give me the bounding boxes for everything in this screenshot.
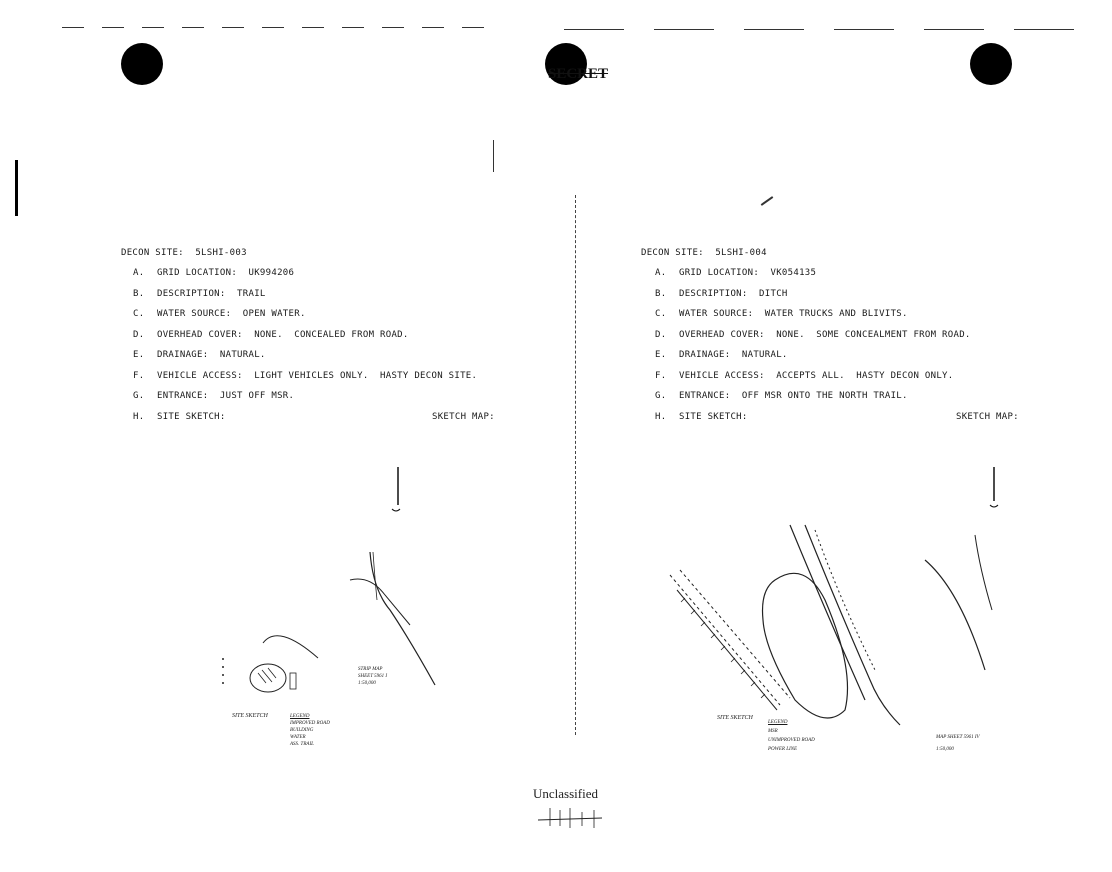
field-letter: G. xyxy=(133,391,145,401)
sketch-map-label: SKETCH MAP: xyxy=(956,412,1019,422)
scan-margin-bar xyxy=(15,160,18,216)
field-text: SITE SKETCH: xyxy=(157,412,226,422)
scan-mark xyxy=(493,140,494,172)
left-site-sketch xyxy=(218,618,358,758)
field-text: ENTRANCE: OFF MSR ONTO THE NORTH TRAIL. xyxy=(679,391,908,401)
north-arrow-icon xyxy=(984,465,1004,515)
scan-line-top-left xyxy=(62,27,502,28)
field-letter: B. xyxy=(655,289,667,299)
field-text: VEHICLE ACCESS: ACCEPTS ALL. HASTY DECON ONLY. xyxy=(679,371,954,381)
map-sheet-title: MAP SHEET 5961 IV xyxy=(936,735,980,740)
field-letter: D. xyxy=(655,330,667,340)
legend-item: BUILDING xyxy=(290,728,314,733)
field-text: WATER SOURCE: OPEN WATER. xyxy=(157,309,306,319)
scan-mark xyxy=(761,196,774,206)
site-sketch-caption-text: SITE SKETCH xyxy=(717,715,753,721)
field-text: OVERHEAD COVER: NONE. SOME CONCEALMENT FROM ROAD. xyxy=(679,330,971,340)
punch-hole-left xyxy=(121,43,163,85)
footer-scribble xyxy=(536,806,606,830)
field-letter: D. xyxy=(133,330,145,340)
legend-item: ASS. TRAIL xyxy=(290,742,314,747)
site-sketch-caption xyxy=(717,715,753,721)
field-text: OVERHEAD COVER: NONE. CONCEALED FROM ROAD. xyxy=(157,330,409,340)
site-sketch-caption-text: SITE SKETCH xyxy=(232,713,268,719)
field-letter: A. xyxy=(655,268,667,278)
site-title: DECON SITE: 5LSHI-003 xyxy=(121,248,247,258)
field-letter: E. xyxy=(655,350,667,360)
field-letter: A. xyxy=(133,268,145,278)
legend xyxy=(290,713,330,748)
legend-item: IMPROVED ROAD xyxy=(290,721,330,726)
field-text: VEHICLE ACCESS: LIGHT VEHICLES ONLY. HASTY DECON SITE. xyxy=(157,371,478,381)
legend-item: POWER LINE xyxy=(768,747,798,752)
field-letter: C. xyxy=(655,309,667,319)
page-fold-line xyxy=(575,195,576,735)
left-form xyxy=(121,248,247,258)
classification-marking: SECRET xyxy=(548,66,609,82)
punch-hole-right xyxy=(970,43,1012,85)
sketch-map-label: SKETCH MAP: xyxy=(432,412,495,422)
sheet-label: SHEET 5961 I xyxy=(358,674,388,679)
field-text: WATER SOURCE: WATER TRUCKS AND BLIVITS. xyxy=(679,309,908,319)
field-text: DESCRIPTION: TRAIL xyxy=(157,289,266,299)
field-text: DRAINAGE: NATURAL. xyxy=(157,350,266,360)
scan-line-top-right xyxy=(564,29,1104,30)
legend-title: LEGEND xyxy=(290,714,310,719)
field-text: GRID LOCATION: UK994206 xyxy=(157,268,295,278)
legend-item: WATER xyxy=(290,735,306,740)
legend-title: LEGEND xyxy=(768,720,788,725)
classification-footer: Unclassified xyxy=(533,786,598,801)
strip-map-title: STRIP MAP xyxy=(358,667,383,672)
right-sketch-map xyxy=(920,530,1000,690)
field-text: DESCRIPTION: DITCH xyxy=(679,289,788,299)
field-text: SITE SKETCH: xyxy=(679,412,748,422)
legend xyxy=(768,718,815,754)
legend-item: UNIMPROVED ROAD xyxy=(768,738,815,743)
field-letter: F. xyxy=(133,371,145,381)
scale-label: 1:50,000 xyxy=(936,747,954,752)
site-sketch-caption xyxy=(232,713,268,719)
field-letter: E. xyxy=(133,350,145,360)
field-text: GRID LOCATION: VK054135 xyxy=(679,268,817,278)
map-sheet-label xyxy=(936,732,980,756)
field-text: ENTRANCE: JUST OFF MSR. xyxy=(157,391,295,401)
field-letter: H. xyxy=(133,412,145,422)
site-title: DECON SITE: 5LSHI-004 xyxy=(641,248,767,258)
north-arrow-icon xyxy=(388,465,408,515)
field-text: DRAINAGE: NATURAL. xyxy=(679,350,788,360)
strip-map-label xyxy=(358,666,387,687)
right-site-sketch xyxy=(665,520,915,730)
field-letter: C. xyxy=(133,309,145,319)
field-letter: B. xyxy=(133,289,145,299)
scale-label: 1:50,000 xyxy=(358,681,376,686)
field-letter: H. xyxy=(655,412,667,422)
field-letter: F. xyxy=(655,371,667,381)
legend-item: MSR xyxy=(768,729,778,734)
field-letter: G. xyxy=(655,391,667,401)
